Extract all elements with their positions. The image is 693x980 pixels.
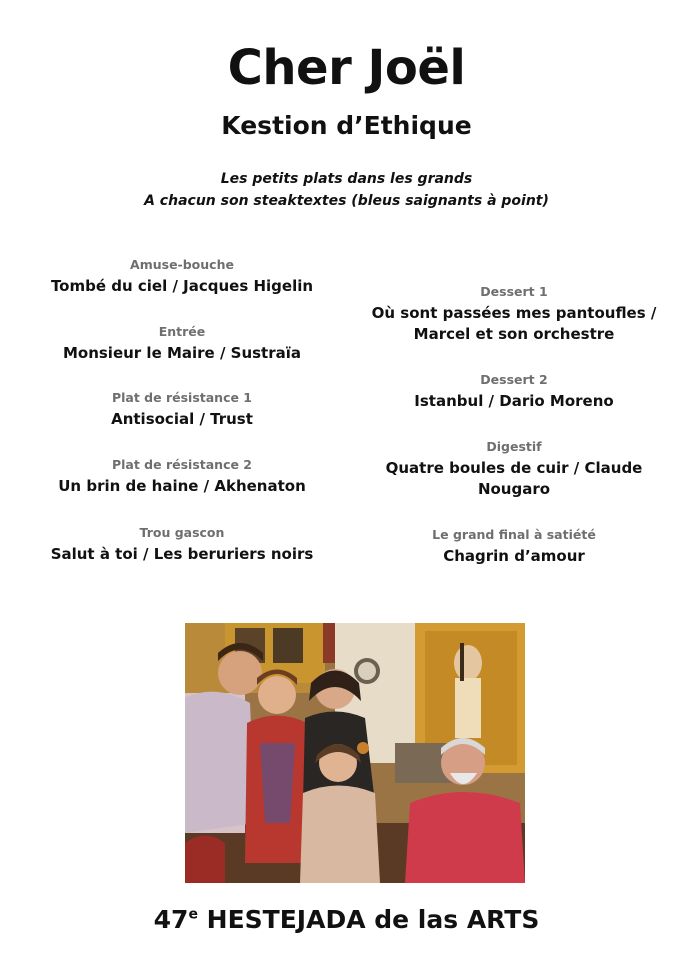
- course-label: Dessert 2: [480, 372, 548, 387]
- course-dish: Tombé du ciel / Jacques Higelin: [50, 277, 314, 295]
- course-entree: [37, 324, 327, 364]
- course-plat-2: [37, 457, 327, 497]
- edition-superscript: e: [188, 906, 198, 923]
- course-label: Trou gascon: [139, 525, 225, 540]
- course-dessert-1: [369, 284, 659, 345]
- course-digestif: [369, 439, 659, 500]
- course-dish-line-1: Où sont passées mes pantoufles /: [371, 304, 657, 322]
- tagline-line-2: A chacun son steaktextes (bleus saignants à point): [144, 193, 549, 209]
- tagline-line-1: Les petits plats dans les grands: [220, 171, 473, 187]
- event-name: HESTEJADA de las ARTS: [206, 905, 540, 934]
- page-title: Cher Joël: [227, 40, 466, 96]
- course-grand-final: [369, 527, 659, 567]
- course-dish: Chagrin d’amour: [443, 547, 585, 565]
- course-label: Entrée: [158, 324, 206, 339]
- group-photo: [185, 623, 525, 883]
- course-dish: Un brin de haine / Akhenaton: [58, 477, 306, 495]
- course-trou-gascon: [37, 525, 327, 565]
- course-dessert-2: [369, 372, 659, 412]
- edition-number: 47: [153, 905, 189, 934]
- course-plat-1: [37, 390, 327, 430]
- course-dish-line-2: Marcel et son orchestre: [413, 325, 615, 343]
- course-label: Dessert 1: [480, 284, 548, 299]
- course-label: Amuse-bouche: [130, 257, 234, 272]
- course-label: Plat de résistance 2: [111, 457, 253, 472]
- course-dish-line-2: Nougaro: [477, 480, 551, 498]
- event-footer: [0, 905, 693, 934]
- page-subtitle: Kestion d’Ethique: [221, 111, 472, 140]
- course-dish: Salut à toi / Les beruriers noirs: [50, 545, 314, 563]
- course-label: Plat de résistance 1: [111, 390, 253, 405]
- course-label: Le grand final à satiété: [432, 527, 596, 542]
- course-dish: Monsieur le Maire / Sustraïa: [62, 344, 302, 362]
- course-dish: Istanbul / Dario Moreno: [414, 392, 614, 410]
- course-dish: Antisocial / Trust: [111, 410, 253, 428]
- course-dish-line-1: Quatre boules de cuir / Claude: [385, 459, 643, 477]
- course-amuse-bouche: [37, 257, 327, 297]
- course-label: Digestif: [486, 439, 542, 454]
